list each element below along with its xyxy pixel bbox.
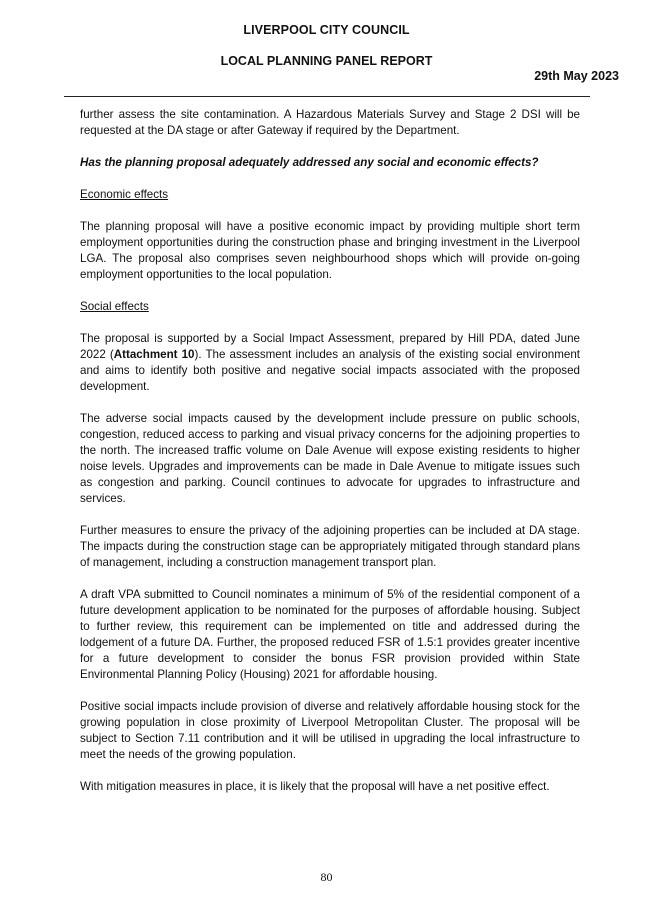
economic-paragraph: The planning proposal will have a positive economic impact by providing multiple short term employment opportunities during the construction phase and bringing investment in the Liverpool LGA. The proposal also comprises seven neighbourhood shops which will provide on-going employment opportunities to the local population.	[80, 220, 580, 281]
social-paragraph-2: The adverse social impacts caused by the development include pressure on public schools, congestion, reduced access to parking and visual privacy concerns for the adjoining properties to the north. The increased traffic volume on Dale Avenue will expose existing residents to higher noise levels. Upgrades and improvements can be made in Dale Avenue to mitigate issues such as congestion and parking. Council continues to advocate for upgrades to infrastructure and services.	[80, 412, 580, 505]
social-paragraph-3: Further measures to ensure the privacy of the adjoining properties can be included at DA stage. The impacts during the construction stage can be appropriately mitigated through standard plans of management, including a construction management transport plan.	[80, 524, 580, 569]
social-p1-part-c: ). The assessment includes an analysis of the existing social environment and aims to identify both positive and negative social impacts associated with the proposed development.	[80, 348, 581, 393]
report-date: 29th May 2023	[534, 69, 619, 83]
intro-paragraph: further assess the site contamination. A Hazardous Materials Survey and Stage 2 DSI will be requested at the DA stage or after Gateway if required by the Department.	[80, 108, 580, 137]
economic-heading	[80, 187, 580, 203]
report-body	[80, 107, 580, 811]
social-paragraph-4: A draft VPA submitted to Council nominates a minimum of 5% of the residential component of a future development application to be nominated for the purposes of affordable housing. Subject to further review, this requirement can be implemented on title and addressed during the lodgement of a future DA. Further, the proposed reduced FSR of 1.5:1 provides greater incentive for a future development to consider the bonus FSR provision provided within State Environmental Planning Policy (Housing) 2021 for affordable housing.	[80, 588, 580, 681]
conclusion-paragraph: With mitigation measures in place, it is likely that the proposal will have a net positive effect.	[80, 780, 550, 793]
page-number: 80	[320, 870, 333, 884]
social-heading	[80, 299, 580, 315]
social-paragraph-1	[80, 331, 580, 395]
section-question: Has the planning proposal adequately addressed any social and economic effects?	[80, 156, 539, 169]
header-divider	[64, 96, 590, 97]
social-paragraph-5: Positive social impacts include provision of diverse and relatively affordable housing stock for the growing population in close proximity of Liverpool Metropolitan Cluster. The proposal will be subject to Section 7.11 contribution and it will be utilised in upgrading the local infrastructure to meet the needs of the growing population.	[80, 700, 580, 761]
council-title: LIVERPOOL CITY COUNCIL	[243, 23, 410, 37]
social-p1-part-a: The proposal is supported by a Social Impact Assessment, prepared by Hill PDA, dated June 2022 (	[80, 332, 580, 361]
attachment-reference: Attachment 10	[113, 348, 195, 361]
economic-heading-text: Economic effects	[80, 188, 169, 201]
social-heading-text: Social effects	[80, 300, 149, 313]
report-title: LOCAL PLANNING PANEL REPORT	[220, 54, 433, 68]
